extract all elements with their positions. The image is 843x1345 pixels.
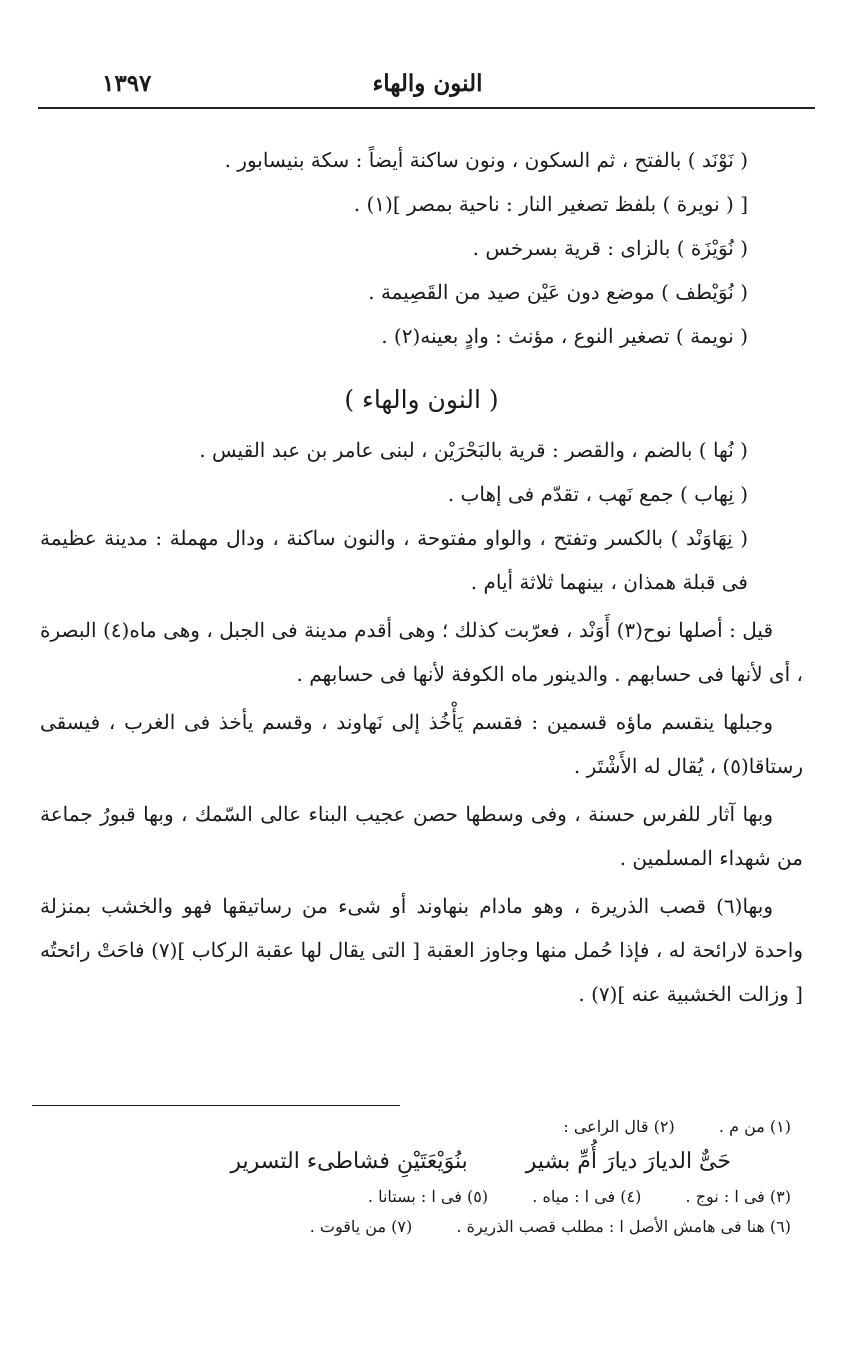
poem-hemistich: بنُوَيْعَتَيْنِ فشاطىء التسرير bbox=[230, 1149, 468, 1174]
entry-line: ( نِهاب ) جمع نَهب ، تقدّم فى إهاب . bbox=[447, 482, 748, 506]
paragraph: وبها(٦) قصب الذريرة ، وهو مادام بنهاوند أو شىء من رساتيقها فهو والخشب بمنزلة واحدة لارائحة له ، فإذا حُمل منها وجاوز العقبة [ التى يقال لها عقبة الركاب ](٧) فاحَتْ رائحتُه [ وزالت الخشبية عنه ](٧) . bbox=[40, 894, 804, 1006]
entry-line: ( نُوَيْطف ) موضع دون عَيْن صيد من القَصِيمة . bbox=[368, 280, 748, 304]
entry-line: ( نُوَيْزَة ) بالزاى : قرية بسرخس . bbox=[472, 236, 748, 260]
footnote-line bbox=[80, 1112, 791, 1142]
footnote-item: (٥) فى ا : بستانا . bbox=[367, 1187, 489, 1206]
page-number: ١٣٩٧ bbox=[102, 70, 152, 97]
footnote-line bbox=[80, 1182, 791, 1212]
footnote-item: (٤) فى ا : مياه . bbox=[532, 1187, 642, 1206]
entry-line: ( نُها ) بالضم ، والقصر : قرية بالبَحْرَيْن ، لبنى عامر بن عبد القيس . bbox=[199, 438, 748, 462]
footnote-line bbox=[80, 1212, 791, 1242]
footnote-item: (٣) فى ا : نوج . bbox=[685, 1187, 791, 1206]
paragraph: وجبلها ينقسم ماؤه قسمين : فقسم يَأْخُذ إلى نَهاوند ، وقسم يأخذ فى الغرب ، فيسقى رستاقا(٥) ، يُقال له الأَشْتَر . bbox=[40, 710, 803, 778]
footnote-item: (٢) قال الراعى : bbox=[563, 1117, 675, 1136]
footnote-poem bbox=[80, 1142, 791, 1182]
page-header bbox=[40, 66, 815, 106]
entry-line: ( نَوْنَد ) بالفتح ، ثم السكون ، ونون ساكنة أيضاً : سكة بنيسابور . bbox=[224, 148, 748, 172]
poem-hemistich: حَىٌّ الديارَ ديارَ أُمِّ بشير bbox=[525, 1149, 731, 1174]
main-text bbox=[40, 138, 803, 1016]
running-title: النون والهاء bbox=[372, 70, 483, 97]
footnotes bbox=[80, 1112, 791, 1242]
paragraph: قيل : أصلها نوح(٣) أَوَنْد ، فعرّبت كذلك ؛ وهى أقدم مدينة فى الجبل ، وهى ماه(٤) البصرة ، أى لأنها فى حسابهم . والدينور ماه الكوفة لأنها فى حسابهم . bbox=[40, 618, 803, 686]
footnote-divider bbox=[32, 1105, 400, 1106]
entry-line: ( نويمة ) تصغير النوع ، مؤنث : وادٍ بعينه(٢) . bbox=[381, 324, 748, 348]
footnote-item: (٦) هنا فى هامش الأصل ا : مطلب قصب الذريرة . bbox=[456, 1217, 791, 1236]
header-divider bbox=[38, 107, 815, 109]
entry-line: [ ( نويرة ) بلفظ تصغير النار : ناحية بمصر ](١) . bbox=[353, 192, 748, 216]
paragraph: وبها آثار للفرس حسنة ، وفى وسطها حصن عجيب البناء عالى السّمك ، وبها قبورُ جماعة من شهداء المسلمين . bbox=[40, 802, 803, 870]
footnote-item: (٧) من ياقوت . bbox=[309, 1217, 413, 1236]
footnote-item: (١) من م . bbox=[718, 1117, 791, 1136]
section-heading: ( النون والهاء ) bbox=[344, 385, 499, 414]
paragraph: ( نِهَاوَنْد ) بالكسر وتفتح ، والواو مفتوحة ، والنون ساكنة ، ودال مهملة : مدينة عظيمة فى قبلة همذان ، بينهما ثلاثة أيام . bbox=[40, 526, 748, 594]
